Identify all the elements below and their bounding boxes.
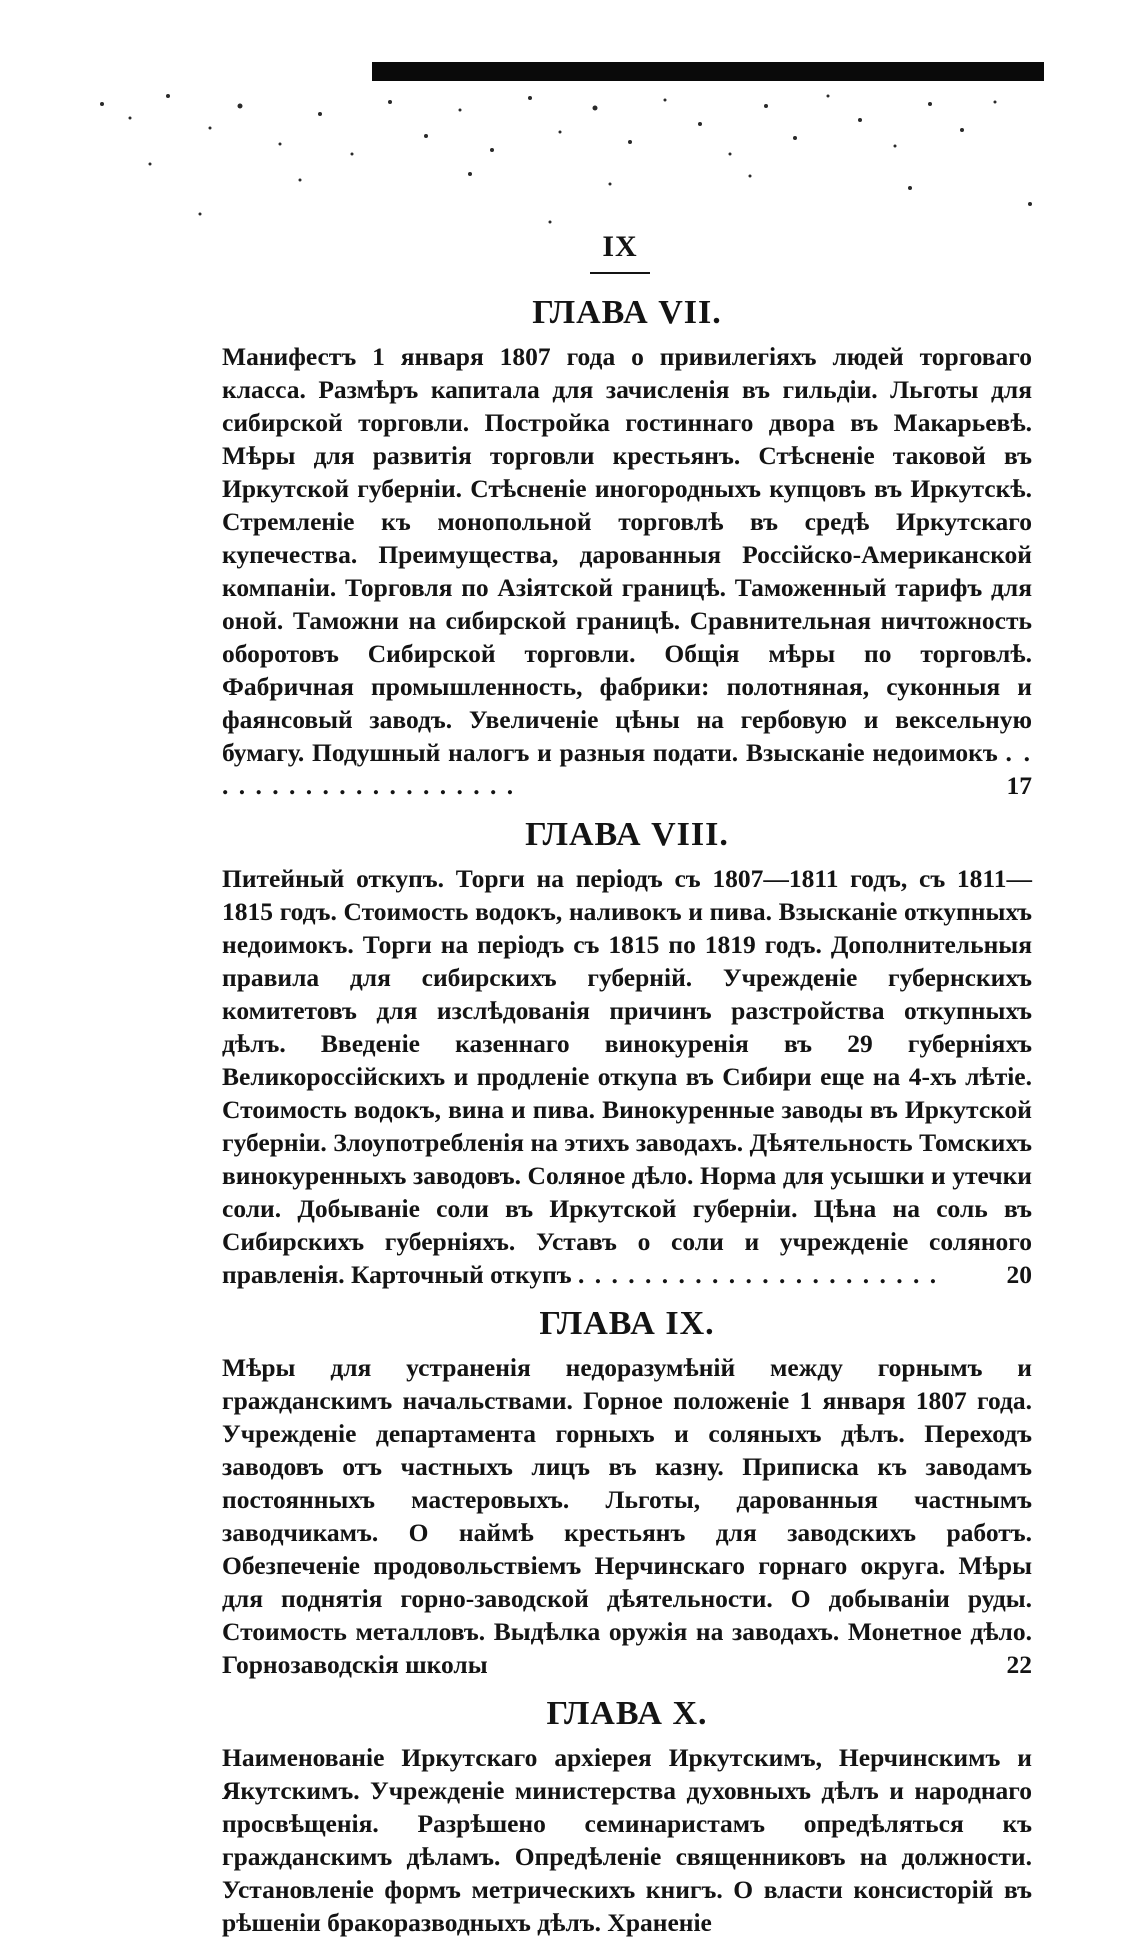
chapter-summary-8 [222,862,1032,1291]
summary-text: Мѣры для устраненія недоразумѣній между горнымъ и гражданскимъ начальствами. Горное положеніе 1 января 1807 года. Учрежденіе департамента горныхъ и соляныхъ дѣлъ. Переходъ заводовъ отъ частныхъ лицъ въ казну. Приписка къ заводамъ постоянныхъ мастеровыхъ. Льготы, дарованныя частнымъ заводчикамъ. О наймѣ крестьянъ для заводскихъ работъ. Обезпеченіе продовольствіемъ Нерчинскаго горнаго округа. Мѣры для поднятія горно-заводской дѣятельности. О добываніи руды. Стоимость металловъ. Выдѣлка оружія на заводахъ. Монетное дѣло. Горнозаводскія школы [222,1353,1032,1679]
page-folio: IX [602,230,638,263]
summary-text: Питейный откупъ. Торги на періодъ съ 1807—1811 годъ, съ 1811—1815 годъ. Стоимость водокъ, наливокъ и пива. Взысканіе откупныхъ недоимокъ. Торги на періодъ съ 1815 по 1819 годъ. Дополнительныя правила для сибирскихъ губерній. Учрежденіе губернскихъ комитетовъ для изслѣдованія причинъ разстройства откупныхъ дѣлъ. Введеніе казеннаго винокуренія въ 29 губерніяхъ Великороссійскихъ и продленіе откупа въ Сибири еще на 4-хъ лѣтіе. Стоимость водокъ, вина и пива. Винокуренные заводы въ Иркутской губерніи. Злоупотребленія на этихъ заводахъ. Дѣятельность Томскихъ винокуренныхъ заводовъ. Соляное дѣло. Норма для усышки и утечки соли. Добываніе соли въ Иркутской губерніи. Цѣна на соль въ Сибирскихъ губерніяхъ. Уставъ о соли и учрежденіе соляного правленія. Карточный откупъ [222,864,1032,1289]
chapter-summary-7 [222,340,1032,802]
leader-dots: . . . . . . . . . . . . . . . . . . . . . . [578,1260,939,1289]
scan-noise [90,84,1050,234]
chapter-summary-9 [222,1351,1032,1681]
summary-text: Манифестъ 1 января 1807 года о привилегіяхъ людей торговаго класса. Размѣръ капитала для зачисленія въ гильдіи. Льготы для сибирской торговли. Постройка гостиннаго двора въ Макарьевѣ. Мѣры для развитія торговли крестьянъ. Стѣсненіе таковой въ Иркутской губерніи. Стѣсненіе иногородныхъ купцовъ въ Иркутскѣ. Стремленіе къ монопольной торговлѣ въ средѣ Иркутскаго купечества. Преимущества, дарованныя Россійско-Американской компаніи. Торговля по Азіятской границѣ. Таможенный тарифъ для оной. Таможни на сибирской границѣ. Сравнительная ничтожность оборотовъ Сибирской торговли. Общія мѣры по торговлѣ. Фабричная промышленность, фабрики: полотняная, суконныя и фаянсовый заводъ. Увеличеніе цѣны на гербовую и вексельную бумагу. Подушный налогъ и разныя подати. Взысканіе недоимокъ [222,342,1032,767]
page-ref: 20 [1006,1260,1032,1289]
folio-underline [590,272,650,274]
chapter-title-8: ГЛАВА VIII. [525,816,729,853]
page-ref: 22 [1006,1650,1032,1679]
chapter-title-7: ГЛАВА VII. [532,294,722,331]
leader-dots: . . . . . . . . . . . . . . . . . . . . [222,738,1033,800]
summary-text: Наименованіе Иркутскаго архіерея Иркутскимъ, Нерчинскимъ и Якутскимъ. Учрежденіе министерства духовныхъ дѣлъ и народнаго просвѣщенія. Разрѣшено семинаристамъ опредѣляться къ гражданскимъ дѣламъ. Опредѣленіе священниковъ на должности. Установленіе формъ метрическихъ книгъ. О власти консисторій въ рѣшеніи бракоразводныхъ дѣлъ. Храненіе [222,1743,1032,1937]
chapter-title-10: ГЛАВА X. [546,1695,708,1732]
page-ref: 17 [1006,771,1032,800]
table-of-contents [222,290,1032,1949]
top-scan-bar [372,62,1044,81]
chapter-summary-10 [222,1741,1032,1939]
chapter-title-9: ГЛАВА IX. [539,1305,715,1342]
